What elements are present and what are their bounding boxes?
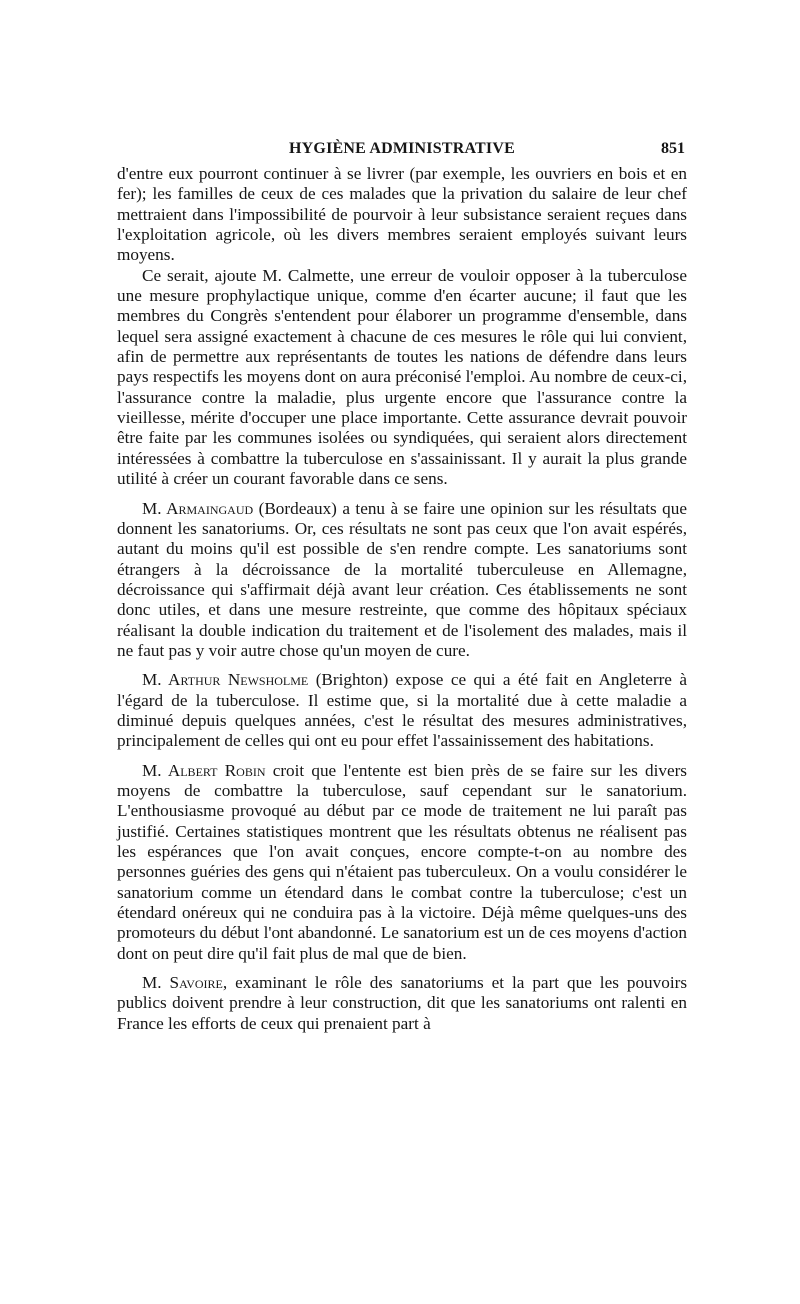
paragraph-armaingaud	[117, 499, 687, 662]
paragraph-text: , examinant le rôle des sanatoriums et la part que les pouvoirs publics doivent prendre à leur construction, dit que les sanatoriums ont ralenti en France les efforts de ceux qui prenaient part à	[117, 973, 688, 1033]
paragraph-text: (Bordeaux) a tenu à se faire une opinion sur les résultats que donnent les sanatoriums. Or, ces résultats ne sont pas ceux que l'on avait espérés, autant du moins qu'il est possible de s'en rendre compte. Les sanatoriums sont étrangers à la décroissance de la mortalité tuberculeuse en Allemagne, décroissance qui s'affirmait déjà avant leur création. Ces établissements ne sont donc utiles, et dans une mesure restreinte, que comme des hôpitaux spéciaux réalisant la double indication du traitement et de l'isolement des malades, mais il ne faut pas y voir autre chose qu'un moyen de cure.	[117, 498, 687, 660]
speaker-name: M. Albert Robin	[142, 760, 266, 780]
page-number: 851	[661, 140, 685, 157]
paragraph-calmette	[117, 266, 687, 490]
paragraph-savoire	[117, 973, 687, 1034]
speaker-name: M. Arthur Newsholme	[142, 670, 309, 690]
paragraph-text: (Brighton) expose ce qui a été fait en Angleterre à l'égard de la tuberculose. Il estime que, si la mortalité due à cette maladie a diminué depuis quelques années, c'est le résultat des mesures administratives, principalement de celles qui ont eu pour effet l'assainissement des habitations.	[117, 670, 687, 751]
paragraph-text: Ce serait, ajoute M. Calmette, une erreur de vouloir opposer à la tuberculose une mesure prophylactique unique, comme d'en écarter aucune; il faut que les membres du Congrès s'entendent pour élaborer un programme d'ensemble, dans lequel sera assigné exactement à chacune de ces mesures le rôle qui lui convient, afin de permettre aux représentants de toutes les nations de défendre dans leurs pays respectifs les moyens dont on aura préconisé l'emploi. Au nombre de ceux-ci, l'assurance contre la maladie, plus urgente encore que l'assurance contre la vieillesse, mérite d'occuper une place importante. Cette assurance devrait pouvoir être faite par les communes isolées ou syndiquées, qui seraient alors directement intéressées à combattre la tuberculose en s'assainissant. Il y aurait la plus grande utilité à créer un courant favorable dans ce sens.	[117, 265, 687, 489]
paragraph-robin	[117, 761, 687, 964]
book-page	[117, 138, 687, 1034]
paragraph-newsholme	[117, 670, 687, 751]
paragraph-text: d'entre eux pourront continuer à se livrer (par exemple, les ouvriers en bois et en fer); les familles de ceux de ces malades que la privation du salaire de leur chef mettraient dans l'impossibilité de pourvoir à leur subsistance seraient reçues dans l'exploitation agricole, où les divers membres seraient employés suivant leurs moyens.	[117, 164, 687, 265]
running-title: HYGIÈNE ADMINISTRATIVE	[289, 140, 515, 157]
running-head	[117, 138, 687, 164]
paragraph-continuation	[117, 164, 687, 266]
paragraph-text: croit que l'entente est bien près de se faire sur les divers moyens de combattre la tuberculose, sauf cependant sur le sanatorium. L'enthousiasme provoqué au début par ce mode de traitement ne lui paraît pas justifié. Certaines statistiques montrent que les résultats obtenus ne réalisent pas les espérances que l'on avait conçues, encore compte-t-on au nombre des personnes guéries des gens qui n'étaient pas tuberculeux. On a voulu considérer le sanatorium comme un étendard dans le combat contre la tuberculose; c'est un étendard onéreux qui ne conduira pas à la victoire. Déjà même quelques-uns des promoteurs du début l'ont abandonné. Le sanatorium est un de ces moyens d'action dont on peut dire qu'il fait plus de mal que de bien.	[117, 760, 687, 963]
speaker-name: M. Armaingaud	[142, 498, 254, 518]
speaker-name: M. Savoire	[142, 973, 223, 993]
